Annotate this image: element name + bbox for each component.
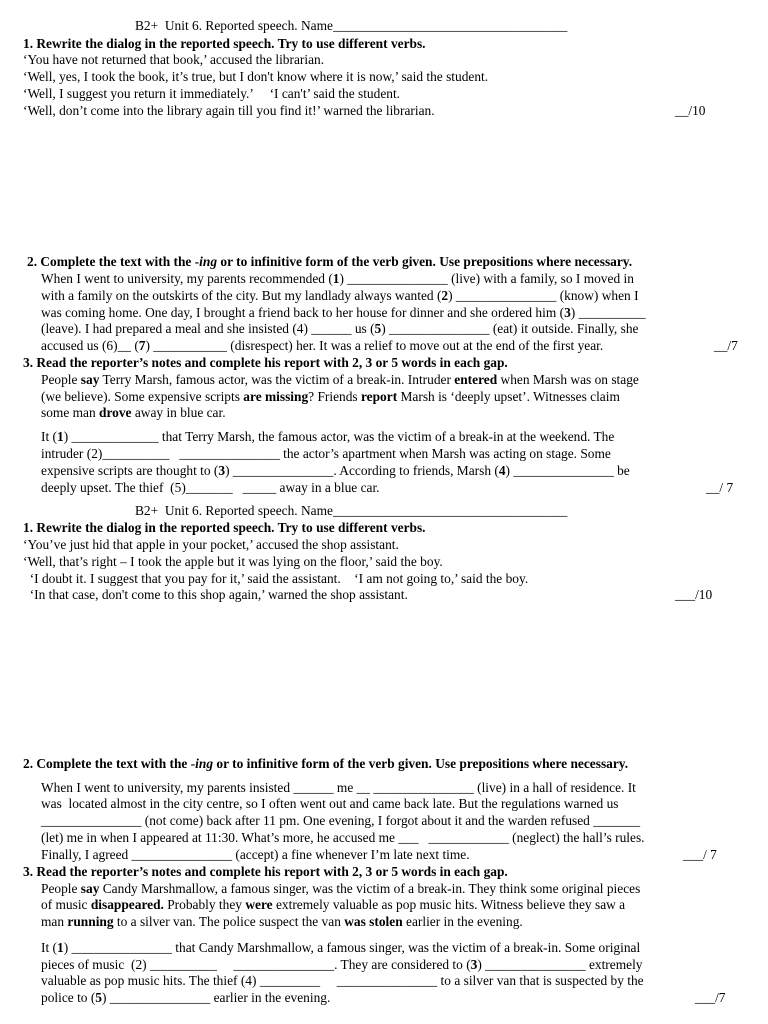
task2-score: ___/ 7 xyxy=(683,847,717,862)
task3-title: 3. Read the reporter’s notes and complete his report with 2, 3 or 5 words in each gap. xyxy=(23,355,508,370)
notes-line: (we believe). Some expensive scripts are missing? Friends report Marsh is ‘deeply upset’. Witnesses claim xyxy=(41,389,620,404)
task2-title: 2. Complete the text with the -ing or to infinitive form of the verb given. Use prepositions where necessary. xyxy=(23,756,629,771)
text-line: accused us (6)__ (7) ___________ (disrespect) her. It was a relief to move out at the end of the first year. xyxy=(41,338,604,353)
report-line: expensive scripts are thought to (3) _______________. According to friends, Marsh (4) _______________ be xyxy=(41,463,630,478)
task2-title: 2. Complete the text with the -ing or to infinitive form of the verb given. Use prepositions where necessary. xyxy=(27,254,633,269)
report-line: It (1) _____________ that Terry Marsh, the famous actor, was the victim of a break-in at the weekend. The xyxy=(41,429,615,444)
text-line: _______________ (not come) back after 11 pm. One evening, I forgot about it and the warden refused _______ xyxy=(41,813,641,828)
text-line: was located almost in the city centre, so I often went out and came back late. But the regulations warned us xyxy=(41,796,619,811)
text-line: with a family on the outskirts of the city. But my landlady always wanted (2) _______________ (know) when I xyxy=(41,288,639,303)
dialog-line: ‘Well, don’t come into the library again till you find it!’ warned the librarian. xyxy=(23,103,435,118)
notes-line: People say Candy Marshmallow, a famous singer, was the victim of a break-in. They think some original pieces xyxy=(41,881,641,896)
dialog-line: ‘I doubt it. I suggest that you pay for it,’ said the assistant. ‘I am not going to,’ said the boy. xyxy=(23,571,529,586)
worksheet-header: B2+ Unit 6. Reported speech. Name___________________________________ xyxy=(135,18,568,33)
text-line: When I went to university, my parents insisted ______ me __ _______________ (live) in a hall of residence. It xyxy=(41,780,636,795)
task1-title: 1. Rewrite the dialog in the reported speech. Try to use different verbs. xyxy=(23,520,426,535)
text-line: When I went to university, my parents recommended (1) _______________ (live) with a family, so I moved in xyxy=(41,271,634,286)
dialog-line: ‘You’ve just hid that apple in your pocket,’ accused the shop assistant. xyxy=(23,537,399,552)
report-line: It (1) _______________ that Candy Marshmallow, a famous singer, was the victim of a break-in. Some original xyxy=(41,940,641,955)
notes-line: man running to a silver van. The police suspect the van was stolen earlier in the evening. xyxy=(41,914,523,929)
notes-line: some man drove away in blue car. xyxy=(41,405,226,420)
dialog-line: ‘Well, that’s right – I took the apple but it was lying on the floor,’ said the boy. xyxy=(23,554,443,569)
dialog-line: ‘Well, I suggest you return it immediately.’ ‘I can't’ said the student. xyxy=(23,86,401,101)
task3-score: __/ 7 xyxy=(706,480,734,495)
task3-score: ___/7 xyxy=(695,990,726,1005)
worksheet-header: B2+ Unit 6. Reported speech. Name___________________________________ xyxy=(135,503,568,518)
dialog-line: ‘Well, yes, I took the book, it’s true, but I don't know where it is now,’ said the student. xyxy=(23,69,489,84)
report-line: pieces of music (2) __________ _______________. They are considered to (3) _______________ extremely xyxy=(41,957,643,972)
report-line: police to (5) _______________ earlier in the evening. xyxy=(41,990,331,1005)
text-line: Finally, I agreed _______________ (accept) a fine whenever I’m late next time. xyxy=(41,847,470,862)
text-line: (leave). I had prepared a meal and she insisted (4) ______ us (5) _______________ (eat) it outside. Finally, she xyxy=(41,321,639,336)
task1-title: 1. Rewrite the dialog in the reported speech. Try to use different verbs. xyxy=(23,36,426,51)
report-line: valuable as pop music hits. The thief (4) _________ _______________ to a silver van that is suspected by the xyxy=(41,973,644,988)
notes-line: of music disappeared. Probably they were extremely valuable as pop music hits. Witness believe they saw a xyxy=(41,897,626,912)
task1-score: __/10 xyxy=(675,103,706,118)
report-line: intruder (2)__________ _______________ the actor’s apartment when Marsh was acting on stage. Some xyxy=(41,446,611,461)
report-line: deeply upset. The thief (5)_______ _____ away in a blue car. xyxy=(41,480,380,495)
text-line: was coming home. One day, I brought a friend back to her house for dinner and she ordered him (3) __________ xyxy=(41,305,646,320)
task3-title: 3. Read the reporter’s notes and complete his report with 2, 3 or 5 words in each gap. xyxy=(23,864,508,879)
task1-score: ___/10 xyxy=(675,587,713,602)
dialog-line: ‘You have not returned that book,’ accused the librarian. xyxy=(23,52,325,67)
dialog-line: ‘In that case, don't come to this shop again,’ warned the shop assistant. xyxy=(23,587,408,602)
notes-line: People say Terry Marsh, famous actor, was the victim of a break-in. Intruder entered when Marsh was on stage xyxy=(41,372,639,387)
task2-score: __/7 xyxy=(714,338,738,353)
text-line: (let) me in when I appeared at 11:30. What’s more, he accused me ___ ____________ (neglect) the hall’s rules. xyxy=(41,830,645,845)
